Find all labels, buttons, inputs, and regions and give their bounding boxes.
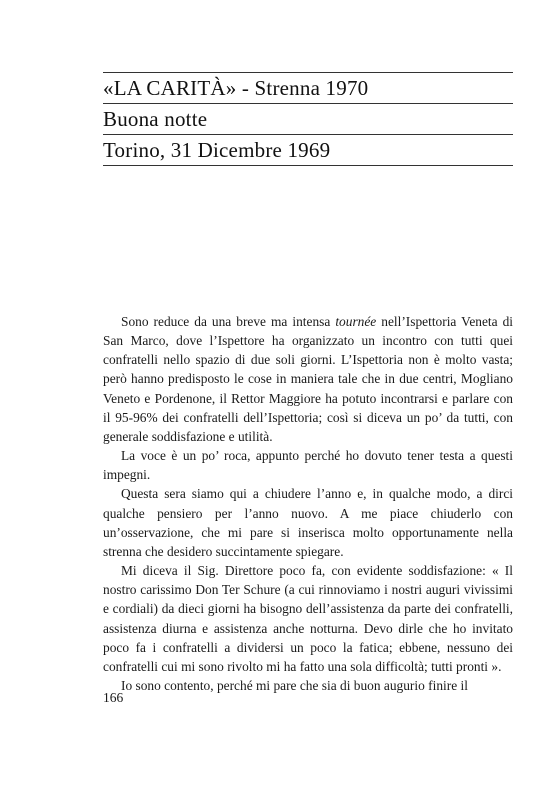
body-text (103, 312, 513, 695)
header-date: Torino, 31 Dicembre 1969 (103, 138, 331, 162)
page-number: 166 (103, 690, 124, 705)
italic-term: tournée (335, 314, 377, 329)
paragraph-2: La voce è un po’ roca, appunto perché ho dovuto tener testa a questi impegni. (103, 448, 513, 483)
header-title: «LA CARITÀ» - Strenna 1970 (103, 76, 369, 100)
paragraph-1: Sono reduce da una breve ma intensa tournée nell’Ispettoria Veneta di San Marco, dove l’Ispettore ha organizzato un incontro con tutti quei confratelli nello spazio di due soli giorni. L’Ispettoria non è molto vasta; però hanno predisposto le cose in maniera tale che in due centri, Mogliano Veneto e Pordenone, il Rettor Maggiore ha potuto incontrarsi e parlare con il 95-96% dei confratelli dell’Ispettoria; così si diceva un po’ da tutti, con generale soddisfazione e utilità. (103, 314, 513, 444)
paragraph-4: Mi diceva il Sig. Direttore poco fa, con evidente soddisfazione: « Il nostro carissimo Don Ter Schure (a cui rinnoviamo i nostri auguri vivissimi e cordiali) da dieci giorni ha bisogno dell’assistenza da parte dei confratelli, assistenza diurna e assistenza anche notturna. Devo dirle che ho invitato poco fa i confratelli a dividersi un poco la fatica; ebbene, nessuno dei confratelli cui mi sono rivolto mi ha fatto una sola difficoltà; tutti pronti ». (103, 563, 513, 674)
header-subtitle: Buona notte (103, 107, 208, 131)
header-rule-bottom (103, 165, 513, 166)
paragraph-5: Io sono contento, perché mi pare che sia di buon augurio finire il (121, 677, 468, 693)
page-header (103, 72, 513, 166)
paragraph-3: Questa sera siamo qui a chiudere l’anno e, in qualche modo, a dirci qualche pensiero per l’anno nuovo. A me piace chiuderlo con un’osservazione, che mi pare si inserisca molto opportunamente nella strenna che desidero succintamente spiegare. (103, 486, 513, 559)
